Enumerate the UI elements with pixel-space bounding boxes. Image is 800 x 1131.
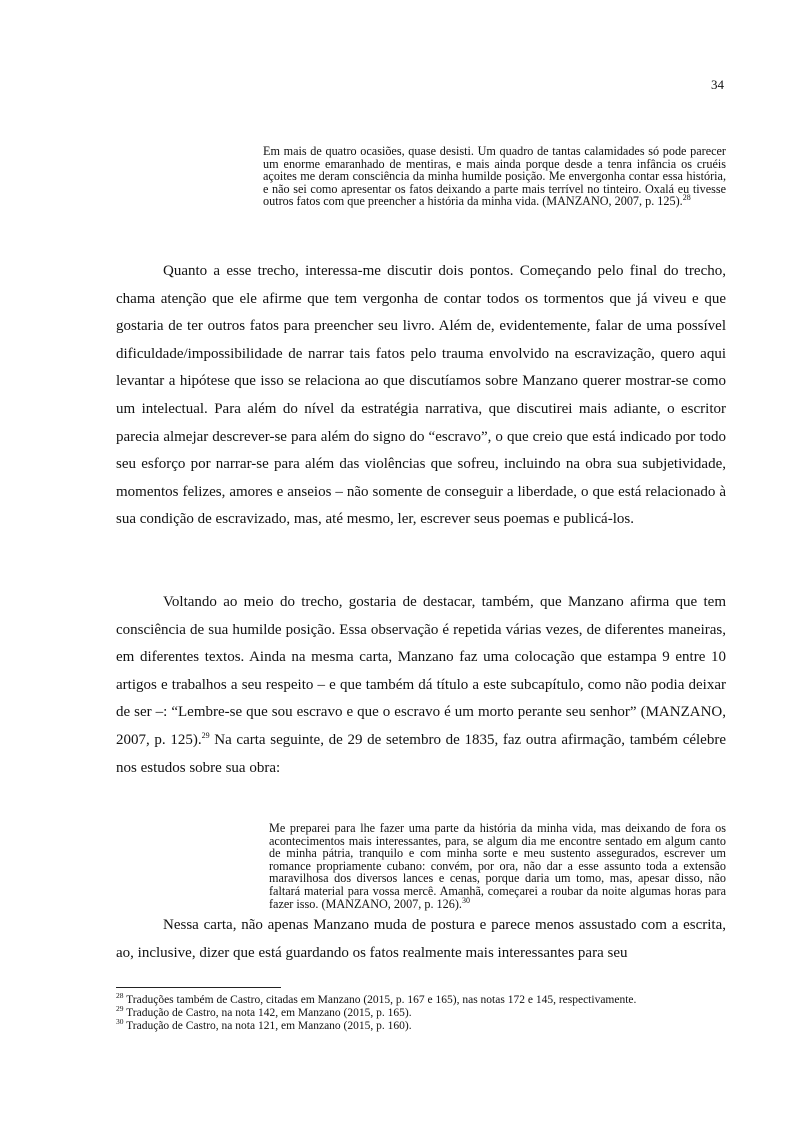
- footnotes: [116, 991, 731, 1033]
- footnote-text: Tradução de Castro, na nota 121, em Manzano (2015, p. 160).: [123, 1020, 412, 1032]
- footnote-text: Tradução de Castro, na nota 142, em Manzano (2015, p. 165).: [123, 1007, 412, 1019]
- footnote-separator: [116, 987, 281, 988]
- block-quote-2-text: Me preparei para lhe fazer uma parte da história da minha vida, mas deixando de fora os acontecimentos mais interessantes, para, se algum dia me encontre sentado em algum canto de minha pátria, tranquilo e com minha sorte e meu sustento assegurados, escrever um romance propriamente cubano: convém, por ora, não dar a esse assunto toda a extensão maravilhosa dos diversos lances e cenas, porque daria um tomo, mas, apesar disso, não faltará material para vossa mercê. Amanhã, começarei a roubar da noite algumas horas para fazer isso. (MANZANO, 2007, p. 126).: [269, 821, 726, 911]
- footnote-29: [116, 1004, 731, 1020]
- footnote-ref-30[interactable]: 30: [461, 895, 470, 905]
- paragraph-2-text-b: Na carta seguinte, de 29 de setembro de 1835, faz outra afirmação, também célebre nos estudos sobre sua obra:: [116, 731, 726, 776]
- block-quote-1-text: Em mais de quatro ocasiões, quase desisti. Um quadro de tantas calamidades só pode parecer um enorme emaranhado de mentiras, e mais ainda porque desde a tenra infância os cruéis açoites me deram consciência da minha humilde posição. Me envergonha contar essa história, e não sei como apresentar os fatos deixando a parte mais terrível no tinteiro. Oxalá eu tivesse outros fatos com que preencher a história da minha vida. (MANZANO, 2007, p. 125).: [263, 144, 726, 209]
- footnote-number: 28: [116, 991, 124, 1001]
- footnote-text: Traduções também de Castro, citadas em Manzano (2015, p. 167 e 165), nas notas 172 e 145, respectivamente.: [123, 994, 637, 1006]
- footnote-number: 29: [116, 1004, 124, 1014]
- paragraph-2: [116, 589, 726, 782]
- paragraph-3: Nessa carta, não apenas Manzano muda de postura e parece menos assustado com a escrita, ao, inclusive, dizer que está guardando os fatos realmente mais interessantes para seu: [116, 917, 726, 961]
- block-quote-1: [263, 145, 726, 208]
- footnote-number: 30: [116, 1017, 124, 1027]
- block-quote-2: [269, 822, 726, 910]
- paragraph-2-text-a: Voltando ao meio do trecho, gostaria de destacar, também, que Manzano afirma que tem consciência de sua humilde posição. Essa observação é repetida várias vezes, de diferentes maneiras, em diferentes textos. Ainda na mesma carta, Manzano faz uma colocação que estampa 9 entre 10 artigos e trabalhos a seu respeito – e que também dá título a este subcapítulo, como não podia deixar de ser –: “Lembre-se que sou escravo e que o escravo é um morto perante seu senhor” (MANZANO, 2007, p. 125).: [116, 594, 726, 748]
- footnote-ref-28[interactable]: 28: [682, 193, 691, 203]
- footnote-ref-29[interactable]: 29: [201, 730, 210, 740]
- page-number: 34: [711, 77, 724, 92]
- footnote-30: [116, 1017, 731, 1033]
- paragraph-1: Quanto a esse trecho, interessa-me discutir dois pontos. Começando pelo final do trecho, chama atenção que ele afirme que tem vergonha de contar todos os tormentos que já viveu e que gostaria de ter outros fatos para preencher seu livro. Além de, evidentemente, falar de uma possível dificuldade/impossibilidade de narrar tais fatos pelo trauma envolvido na escravização, quero aqui levantar a hipótese que isso se relaciona ao que discutíamos sobre Manzano querer mostrar-se como um intelectual. Para além do nível da estratégia narrativa, que discutirei mais adiante, o escritor parecia almejar descrever-se para além do signo do “escravo”, o que creio que está indicado por todo seu esforço por narrar-se para além das violências que sofreu, incluindo na obra sua subjetividade, momentos felizes, amores e anseios – não somente de conseguir a liberdade, o que está relacionado à sua condição de escravizado, mas, até mesmo, ler, escrever seus poemas e publicá-los.: [116, 263, 726, 528]
- footnote-28: [116, 991, 731, 1007]
